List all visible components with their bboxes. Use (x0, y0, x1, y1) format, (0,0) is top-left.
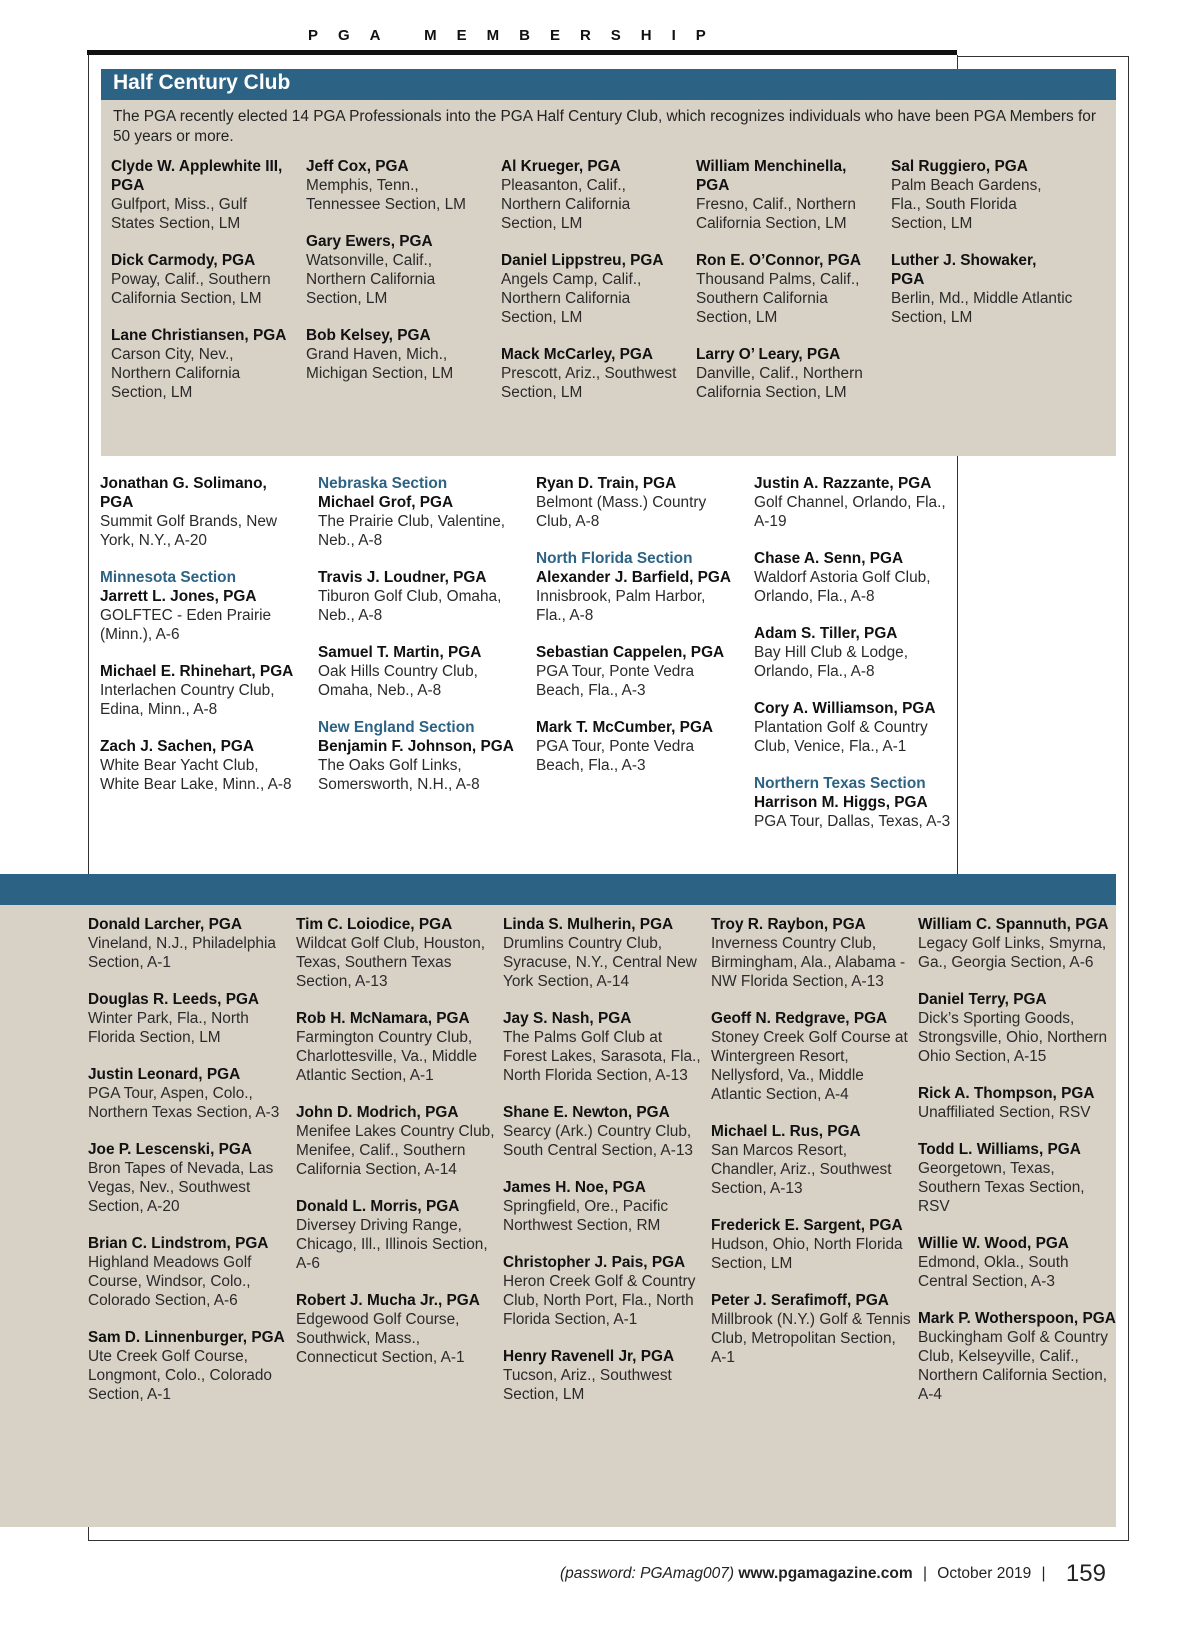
footer-date: October 2019 (937, 1565, 1032, 1582)
listing-column (296, 915, 496, 1385)
member-detail: Wildcat Golf Club, Houston, Texas, Southern Texas Section, A-13 (296, 935, 486, 990)
listing-column (918, 915, 1118, 1422)
member-entry (503, 1103, 703, 1160)
member-name: Adam S. Tiller, PGA (754, 625, 898, 642)
member-entry (891, 251, 1073, 327)
section-heading: New England Section (318, 719, 475, 736)
member-entry (711, 1122, 911, 1198)
member-detail: Berlin, Md., Middle Atlantic Section, LM (891, 290, 1073, 326)
listing-column (88, 915, 288, 1422)
member-detail: PGA Tour, Ponte Vedra Beach, Fla., A-3 (536, 663, 695, 699)
member-entry (503, 1178, 703, 1235)
member-detail: PGA Tour, Ponte Vedra Beach, Fla., A-3 (536, 738, 695, 774)
member-detail: Edgewood Golf Course, Southwick, Mass., Connecticut Section, A-1 (296, 1311, 465, 1366)
member-entry (711, 1291, 911, 1367)
member-name: Jonathan G. Solimano, PGA (100, 475, 267, 511)
member-name: James H. Noe, PGA (503, 1179, 646, 1196)
member-detail: Waldorf Astoria Golf Club, Orlando, Fla., A-8 (754, 569, 931, 605)
member-detail: Watsonville, Calif., Northern California Section, LM (306, 252, 436, 307)
member-name: Chase A. Senn, PGA (754, 550, 904, 567)
member-detail: Farmington Country Club, Charlottesville, Va., Middle Atlantic Section, A-1 (296, 1029, 478, 1084)
member-entry (754, 774, 956, 831)
member-name: Jay S. Nash, PGA (503, 1010, 632, 1027)
member-detail: Ute Creek Golf Course, Longmont, Colo., Colorado Section, A-1 (88, 1348, 272, 1403)
member-detail: The Palms Golf Club at Forest Lakes, Sarasota, Fla., North Florida Section, A-13 (503, 1029, 701, 1084)
member-name: Henry Ravenell Jr, PGA (503, 1348, 675, 1365)
member-detail: GOLFTEC - Eden Prairie (Minn.), A-6 (100, 607, 272, 643)
member-name: Rick A. Thompson, PGA (918, 1085, 1095, 1102)
member-detail: Tiburon Golf Club, Omaha, Neb., A-8 (318, 588, 502, 624)
member-entry (111, 251, 293, 308)
member-name: Jarrett L. Jones, PGA (100, 588, 257, 605)
member-name: Benjamin F. Johnson, PGA (318, 738, 514, 755)
member-name: Travis J. Loudner, PGA (318, 569, 487, 586)
member-detail: Innisbrook, Palm Harbor, Fla., A-8 (536, 588, 706, 624)
frame-line (1128, 56, 1129, 1540)
member-detail: Poway, Calif., Southern California Section, LM (111, 271, 271, 307)
member-name: Troy R. Raybon, PGA (711, 916, 866, 933)
member-entry (88, 1140, 288, 1216)
member-detail: Bay Hill Club & Lodge, Orlando, Fla., A-8 (754, 644, 908, 680)
member-name: Rob H. McNamara, PGA (296, 1010, 470, 1027)
member-entry (111, 157, 293, 233)
member-entry (296, 1197, 496, 1273)
page-footer (560, 1560, 1125, 1588)
member-name: Justin Leonard, PGA (88, 1066, 241, 1083)
member-entry (754, 549, 956, 606)
member-name: Donald L. Morris, PGA (296, 1198, 460, 1215)
member-entry (918, 990, 1118, 1066)
listing-column (501, 157, 683, 420)
member-name: Dick Carmody, PGA (111, 252, 256, 269)
member-name: Michael E. Rhinehart, PGA (100, 663, 294, 680)
listing-column (306, 157, 488, 401)
member-detail: Belmont (Mass.) Country Club, A-8 (536, 494, 707, 530)
member-detail: Drumlins Country Club, Syracuse, N.Y., Central New York Section, A-14 (503, 935, 697, 990)
member-detail: PGA Tour, Aspen, Colo., Northern Texas Section, A-3 (88, 1085, 280, 1121)
member-entry (501, 157, 683, 233)
member-detail: Summit Golf Brands, New York, N.Y., A-20 (100, 513, 278, 549)
member-entry (88, 990, 288, 1047)
member-detail: Millbrook (N.Y.) Golf & Tennis Club, Metropolitan Section, A-1 (711, 1311, 911, 1366)
member-detail: Golf Channel, Orlando, Fla., A-19 (754, 494, 946, 530)
member-name: Ryan D. Train, PGA (536, 475, 677, 492)
member-entry (536, 643, 738, 700)
member-name: Frederick E. Sargent, PGA (711, 1217, 903, 1234)
listing-column (711, 915, 911, 1385)
member-detail: Searcy (Ark.) Country Club, South Central Section, A-13 (503, 1123, 693, 1159)
listing-column (318, 474, 520, 812)
member-entry (918, 1084, 1118, 1122)
member-name: Tim C. Loiodice, PGA (296, 916, 453, 933)
member-name: Zach J. Sachen, PGA (100, 738, 254, 755)
member-name: Sebastian Cappelen, PGA (536, 644, 725, 661)
member-entry (296, 1103, 496, 1179)
member-detail: Dick’s Sporting Goods, Strongsville, Ohio, Northern Ohio Section, A-15 (918, 1010, 1108, 1065)
member-name: Daniel Terry, PGA (918, 991, 1047, 1008)
footer-separator: | (922, 1565, 927, 1582)
member-detail: Winter Park, Fla., North Florida Section, LM (88, 1010, 249, 1046)
member-detail: The Prairie Club, Valentine, Neb., A-8 (318, 513, 506, 549)
member-name: Mark P. Wotherspoon, PGA (918, 1310, 1116, 1327)
member-entry (88, 1328, 288, 1404)
member-entry (501, 251, 683, 327)
listing-column (503, 915, 703, 1422)
member-detail: Tucson, Ariz., Southwest Section, LM (503, 1367, 672, 1403)
member-name: Geoff N. Redgrave, PGA (711, 1010, 888, 1027)
member-entry (111, 326, 293, 402)
member-detail: Fresno, Calif., Northern California Section, LM (696, 196, 856, 232)
member-entry (88, 1234, 288, 1310)
member-detail: Unaffiliated Section, RSV (918, 1104, 1091, 1121)
member-name: Willie W. Wood, PGA (918, 1235, 1069, 1252)
member-detail: San Marcos Resort, Chandler, Ariz., Southwest Section, A-13 (711, 1142, 892, 1197)
footer-url[interactable]: www.pgamagazine.com (738, 1565, 913, 1582)
member-detail: Springfield, Ore., Pacific Northwest Section, RM (503, 1198, 669, 1234)
member-detail: Danville, Calif., Northern California Section, LM (696, 365, 863, 401)
member-name: Michael Grof, PGA (318, 494, 454, 511)
member-detail: Inverness Country Club, Birmingham, Ala., Alabama - NW Florida Section, A-13 (711, 935, 906, 990)
member-detail: Palm Beach Gardens, Fla., South Florida Section, LM (891, 177, 1042, 232)
member-detail: Thousand Palms, Calif., Southern California Section, LM (696, 271, 860, 326)
member-name: Daniel Lippstreu, PGA (501, 252, 664, 269)
member-entry (100, 474, 302, 550)
listing-column (111, 157, 293, 420)
frame-line (957, 56, 1129, 57)
member-name: Todd L. Williams, PGA (918, 1141, 1081, 1158)
member-name: Al Krueger, PGA (501, 158, 621, 175)
member-name: Lane Christiansen, PGA (111, 327, 287, 344)
member-name: Mark T. McCumber, PGA (536, 719, 714, 736)
section-heading: Nebraska Section (318, 475, 448, 492)
member-name: Douglas R. Leeds, PGA (88, 991, 260, 1008)
member-entry (88, 1065, 288, 1122)
member-entry (100, 737, 302, 794)
member-entry (754, 474, 956, 531)
member-detail: Highland Meadows Golf Course, Windsor, Colo., Colorado Section, A-6 (88, 1254, 252, 1309)
section-heading: Northern Texas Section (754, 775, 926, 792)
member-entry (918, 1234, 1118, 1291)
member-name: Linda S. Mulherin, PGA (503, 916, 674, 933)
member-entry (318, 474, 520, 550)
member-name: Jeff Cox, PGA (306, 158, 409, 175)
member-entry (501, 345, 683, 402)
member-name: Robert J. Mucha Jr., PGA (296, 1292, 480, 1309)
member-entry (696, 345, 878, 402)
lower-listing-box (0, 905, 1116, 1527)
member-entry (918, 915, 1118, 972)
member-name: Bob Kelsey, PGA (306, 327, 431, 344)
member-entry (503, 1009, 703, 1085)
member-entry (536, 474, 738, 531)
member-name: Justin A. Razzante, PGA (754, 475, 932, 492)
member-name: Christopher J. Pais, PGA (503, 1254, 686, 1271)
listing-column (100, 474, 302, 812)
member-entry (536, 718, 738, 775)
member-detail: Hudson, Ohio, North Florida Section, LM (711, 1236, 903, 1272)
member-detail: Georgetown, Texas, Southern Texas Section, RSV (918, 1160, 1085, 1215)
member-detail: Plantation Golf & Country Club, Venice, Fla., A-1 (754, 719, 928, 755)
footer-password: (password: PGAmag007) (560, 1565, 735, 1582)
divider-bar (0, 874, 1116, 905)
member-entry (536, 549, 738, 625)
member-detail: Heron Creek Golf & Country Club, North Port, Fla., North Florida Section, A-1 (503, 1273, 696, 1328)
member-entry (891, 157, 1073, 233)
section-heading: North Florida Section (536, 550, 693, 567)
member-entry (296, 915, 496, 991)
half-century-title: Half Century Club (101, 69, 1116, 100)
member-name: Harrison M. Higgs, PGA (754, 794, 928, 811)
member-name: Alexander J. Barfield, PGA (536, 569, 732, 586)
member-entry (306, 326, 488, 383)
member-name: John D. Modrich, PGA (296, 1104, 459, 1121)
member-name: Samuel T. Martin, PGA (318, 644, 482, 661)
member-entry (318, 643, 520, 700)
member-detail: PGA Tour, Dallas, Texas, A-3 (754, 813, 951, 830)
member-name: Gary Ewers, PGA (306, 233, 433, 250)
member-entry (306, 232, 488, 308)
member-entry (696, 251, 878, 327)
member-detail: Menifee Lakes Country Club, Menifee, Calif., Southern California Section, A-14 (296, 1123, 495, 1178)
member-entry (100, 568, 302, 644)
member-name: Donald Larcher, PGA (88, 916, 242, 933)
member-name: William Menchinella, PGA (696, 158, 847, 194)
member-name: Brian C. Lindstrom, PGA (88, 1235, 269, 1252)
member-name: Ron E. O’Connor, PGA (696, 252, 862, 269)
member-name: Clyde W. Applewhite III, PGA (111, 158, 283, 194)
section-heading: Minnesota Section (100, 569, 236, 586)
listing-column (891, 157, 1073, 345)
member-detail: Pleasanton, Calif., Northern California Section, LM (501, 177, 631, 232)
member-name: Michael L. Rus, PGA (711, 1123, 861, 1140)
running-head: PGA MEMBERSHIP (308, 27, 726, 44)
member-entry (503, 915, 703, 991)
page-number: 159 (1065, 1560, 1106, 1587)
member-entry (88, 915, 288, 972)
member-entry (296, 1009, 496, 1085)
member-entry (754, 624, 956, 681)
member-entry (503, 1253, 703, 1329)
member-entry (318, 718, 520, 794)
half-century-intro: The PGA recently elected 14 PGA Professionals into the PGA Half Century Club, which recognizes individuals who have been PGA Members for 50 years or more. (113, 108, 1096, 145)
member-detail: Prescott, Ariz., Southwest Section, LM (501, 365, 677, 401)
member-detail: Interlachen Country Club, Edina, Minn., A-8 (100, 682, 275, 718)
member-detail: Bron Tapes of Nevada, Las Vegas, Nev., Southwest Section, A-20 (88, 1160, 274, 1215)
member-entry (918, 1140, 1118, 1216)
member-entry (711, 915, 911, 991)
member-entry (100, 662, 302, 719)
member-detail: Gulfport, Miss., Gulf States Section, LM (111, 196, 247, 232)
footer-separator: | (1041, 1565, 1046, 1582)
member-detail: Memphis, Tenn., Tennessee Section, LM (306, 177, 466, 213)
member-detail: Diversey Driving Range, Chicago, Ill., Illinois Section, A-6 (296, 1217, 488, 1272)
member-name: Larry O’ Leary, PGA (696, 346, 841, 363)
member-detail: Edmond, Okla., South Central Section, A-3 (918, 1254, 1069, 1290)
listing-column (536, 474, 738, 793)
member-detail: Vineland, N.J., Philadelphia Section, A-1 (88, 935, 276, 971)
listing-column (754, 474, 956, 849)
member-detail: The Oaks Golf Links, Somersworth, N.H., A-8 (318, 757, 480, 793)
listing-column (696, 157, 878, 420)
member-detail: Stoney Creek Golf Course at Wintergreen Resort, Nellysford, Va., Middle Atlantic Section, A-4 (711, 1029, 908, 1103)
member-detail: White Bear Yacht Club, White Bear Lake, Minn., A-8 (100, 757, 292, 793)
frame-line (88, 1540, 1129, 1541)
member-detail: Carson City, Nev., Northern California Section, LM (111, 346, 241, 401)
member-name: Cory A. Williamson, PGA (754, 700, 936, 717)
member-entry (296, 1291, 496, 1367)
member-name: Joe P. Lescenski, PGA (88, 1141, 252, 1158)
half-century-box (101, 100, 1116, 456)
member-detail: Grand Haven, Mich., Michigan Section, LM (306, 346, 454, 382)
member-name: Mack McCarley, PGA (501, 346, 653, 363)
member-entry (503, 1347, 703, 1404)
member-entry (711, 1216, 911, 1273)
member-name: Sal Ruggiero, PGA (891, 158, 1028, 175)
member-name: Sam D. Linnenburger, PGA (88, 1329, 285, 1346)
member-name: Peter J. Serafimoff, PGA (711, 1292, 889, 1309)
member-detail: Legacy Golf Links, Smyrna, Ga., Georgia Section, A-6 (918, 935, 1107, 971)
member-entry (696, 157, 878, 233)
member-entry (918, 1309, 1118, 1404)
member-entry (754, 699, 956, 756)
member-name: William C. Spannuth, PGA (918, 916, 1109, 933)
member-detail: Oak Hills Country Club, Omaha, Neb., A-8 (318, 663, 478, 699)
top-rule (87, 50, 957, 55)
member-entry (306, 157, 488, 214)
member-detail: Angels Camp, Calif., Northern California Section, LM (501, 271, 642, 326)
member-entry (711, 1009, 911, 1104)
member-name: Luther J. Showaker, PGA (891, 252, 1037, 288)
member-detail: Buckingham Golf & Country Club, Kelseyville, Calif., Northern California Section, A-4 (918, 1329, 1108, 1403)
member-entry (318, 568, 520, 625)
member-name: Shane E. Newton, PGA (503, 1104, 670, 1121)
